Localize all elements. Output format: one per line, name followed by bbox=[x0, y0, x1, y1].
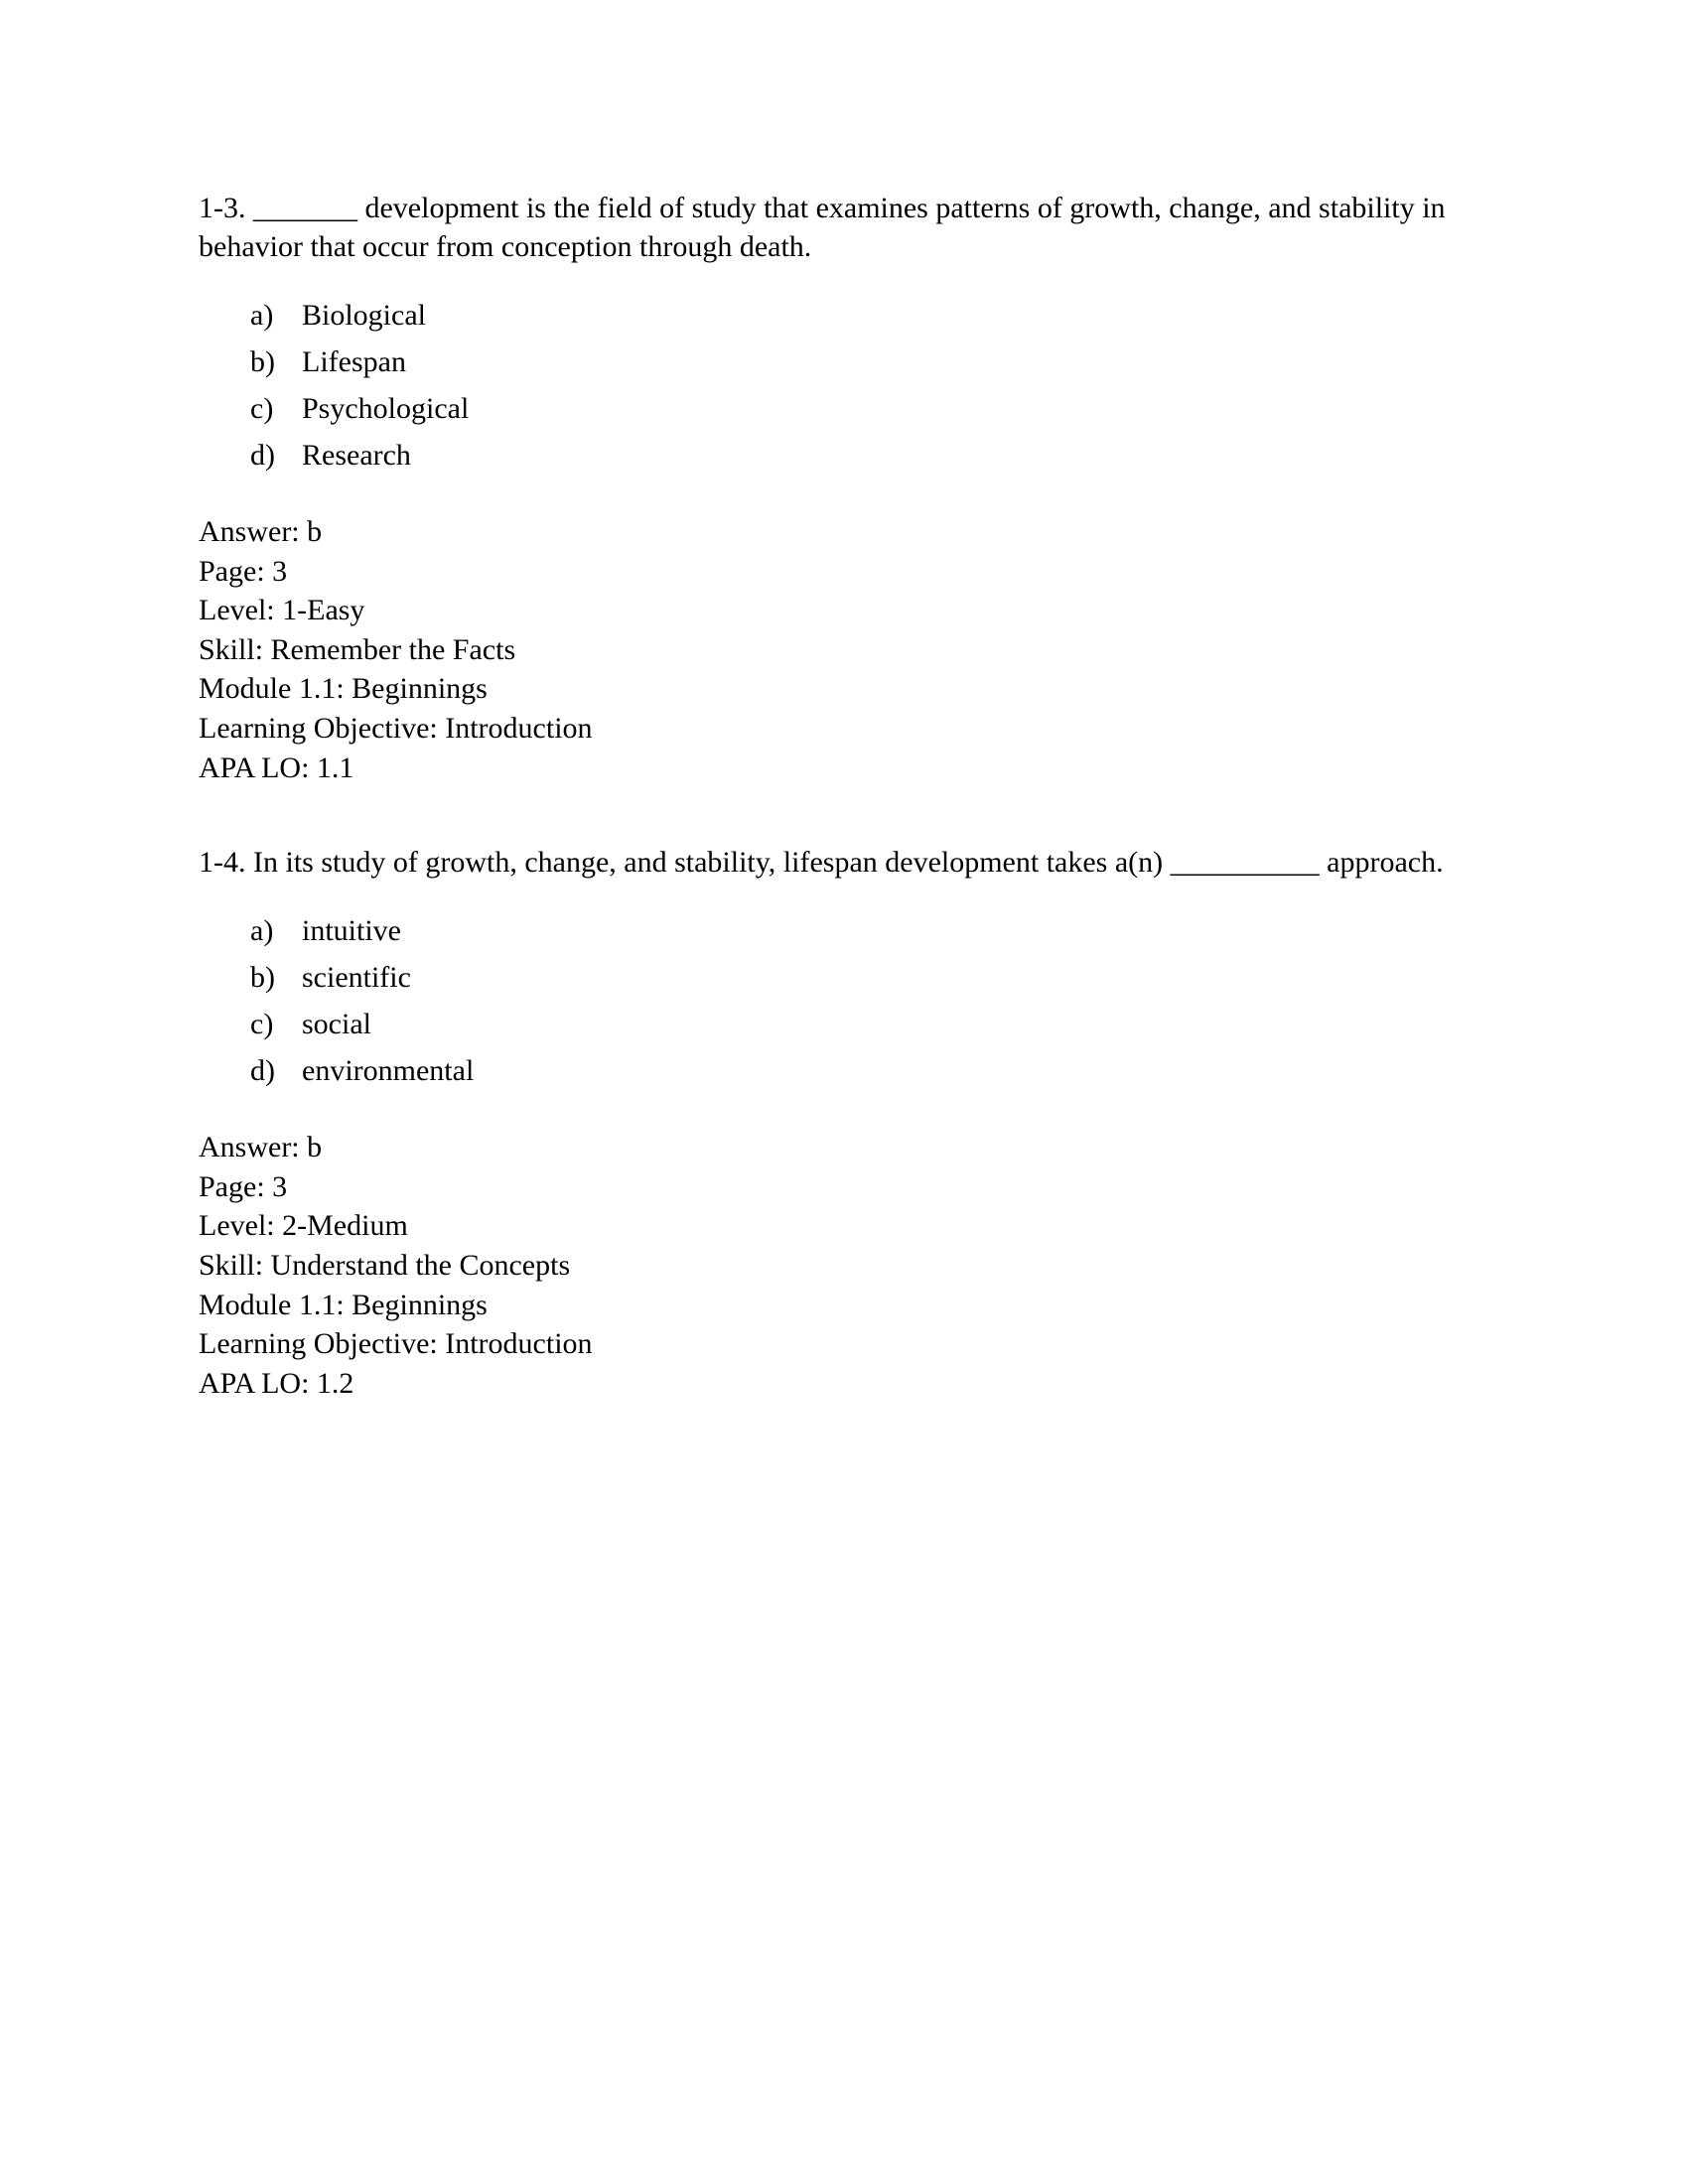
metadata-apa-lo: APA LO: 1.1 bbox=[199, 751, 354, 784]
question-metadata bbox=[199, 1128, 1465, 1403]
question-block-1-3 bbox=[199, 189, 1465, 787]
list-item bbox=[250, 296, 1465, 335]
option-letter: b) bbox=[250, 961, 275, 995]
option-text: social bbox=[302, 1008, 371, 1041]
metadata-skill: Skill: Remember the Facts bbox=[199, 632, 516, 666]
option-letter: c) bbox=[250, 392, 274, 425]
option-text: Research bbox=[302, 439, 411, 472]
option-letter: a) bbox=[250, 914, 274, 948]
question-block-1-4 bbox=[199, 843, 1465, 1403]
option-text: Psychological bbox=[302, 392, 470, 425]
metadata-answer: Answer: b bbox=[199, 1131, 323, 1164]
list-item bbox=[250, 911, 1465, 950]
option-letter: d) bbox=[250, 439, 275, 472]
option-letter: c) bbox=[250, 1008, 274, 1041]
metadata-skill: Skill: Understand the Concepts bbox=[199, 1248, 571, 1282]
option-letter: a) bbox=[250, 299, 274, 332]
list-item bbox=[250, 1005, 1465, 1043]
list-item bbox=[250, 342, 1465, 381]
option-text: Lifespan bbox=[302, 345, 406, 378]
metadata-level: Level: 1-Easy bbox=[199, 594, 365, 627]
metadata-module: Module 1.1: Beginnings bbox=[199, 672, 488, 706]
metadata-module: Module 1.1: Beginnings bbox=[199, 1288, 488, 1321]
list-item bbox=[250, 389, 1465, 428]
metadata-page: Page: 3 bbox=[199, 554, 288, 588]
question-stem: 1-3. _______ development is the field of study that examines patterns of growth, change, and stability in behavior that occur from conception through death. bbox=[199, 192, 1446, 263]
option-text: scientific bbox=[302, 961, 411, 995]
option-letter: b) bbox=[250, 345, 275, 378]
metadata-page: Page: 3 bbox=[199, 1169, 288, 1203]
metadata-apa-lo: APA LO: 1.2 bbox=[199, 1366, 354, 1400]
metadata-level: Level: 2-Medium bbox=[199, 1209, 408, 1243]
option-text: intuitive bbox=[302, 914, 401, 948]
option-letter: d) bbox=[250, 1054, 275, 1088]
option-text: Biological bbox=[302, 299, 426, 332]
answer-options-list bbox=[199, 911, 1465, 1090]
list-item bbox=[250, 1051, 1465, 1090]
option-text: environmental bbox=[302, 1054, 475, 1088]
list-item bbox=[250, 958, 1465, 997]
section-spacer bbox=[199, 787, 1465, 843]
list-item bbox=[250, 436, 1465, 475]
metadata-learning-objective: Learning Objective: Introduction bbox=[199, 1327, 593, 1361]
metadata-answer: Answer: b bbox=[199, 515, 323, 548]
question-stem: 1-4. In its study of growth, change, and stability, lifespan development takes a(n) __________ approach. bbox=[199, 846, 1444, 880]
metadata-learning-objective: Learning Objective: Introduction bbox=[199, 711, 593, 745]
answer-options-list bbox=[199, 296, 1465, 475]
question-metadata bbox=[199, 512, 1465, 787]
